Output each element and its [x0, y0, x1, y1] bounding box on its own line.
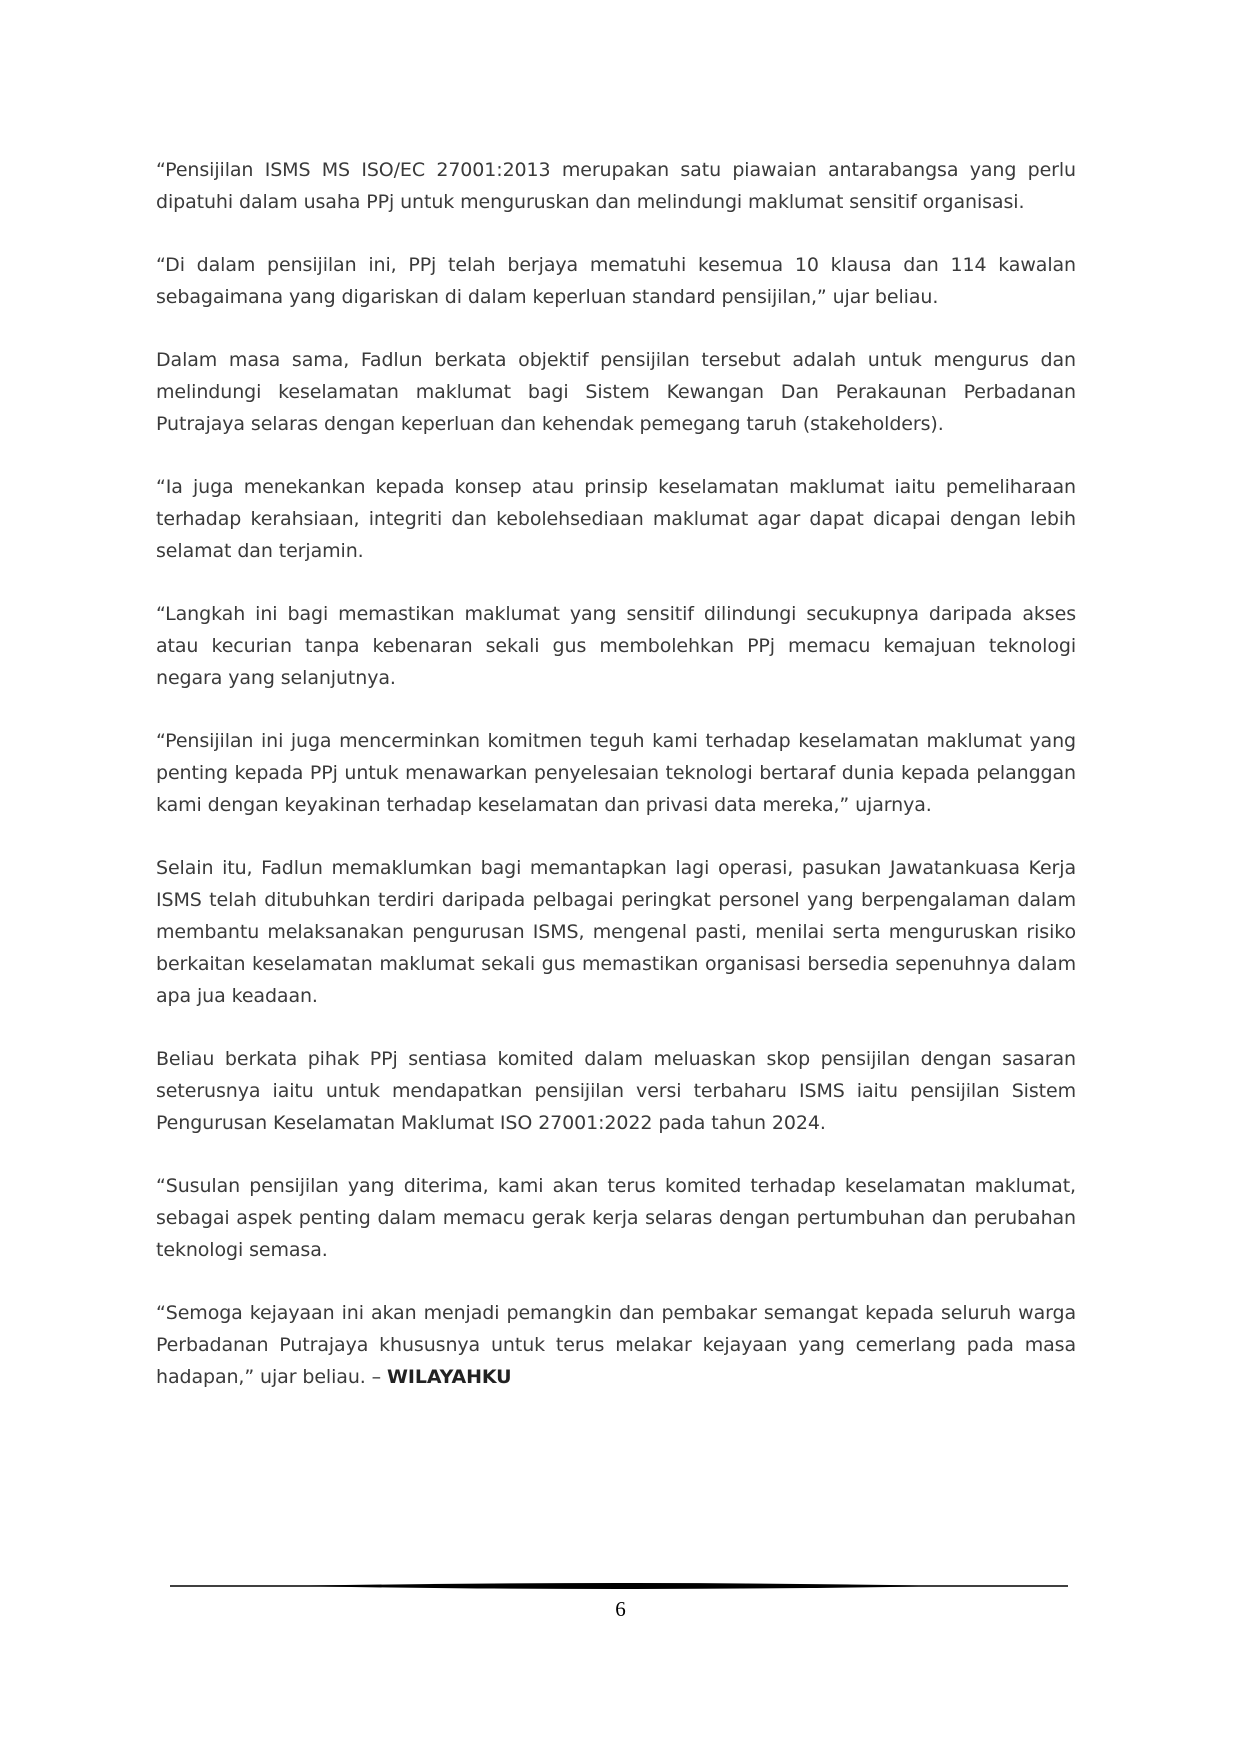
paragraph-10 — [156, 1297, 1076, 1393]
paragraph-3: Dalam masa sama, Fadlun berkata objektif pensijilan tersebut adalah untuk mengurus dan melindungi keselamatan maklumat bagi Sistem Kewangan Dan Perakaunan Perbadanan Putrajaya selaras dengan keperluan dan kehendak pemegang taruh (stakeholders). — [156, 349, 1076, 435]
paragraph-8: Beliau berkata pihak PPj sentiasa komited dalam meluaskan skop pensijilan dengan sasaran seterusnya iaitu untuk mendapatkan pensijilan versi terbaharu ISMS iaitu pensijilan Sistem Pengurusan Keselamatan Maklumat ISO 27001:2022 pada tahun 2024. — [156, 1048, 1076, 1134]
footer-divider — [170, 1579, 1068, 1593]
paragraph-9: “Susulan pensijilan yang diterima, kami akan terus komited terhadap keselamatan maklumat, sebagai aspek penting dalam memacu gerak kerja selaras dengan pertumbuhan dan perubahan teknologi semasa. — [156, 1175, 1076, 1261]
page-number: 6 — [615, 1597, 626, 1621]
paragraph-6: “Pensijilan ini juga mencerminkan komitmen teguh kami terhadap keselamatan maklumat yang penting kepada PPj untuk menawarkan penyelesaian teknologi bertaraf dunia kepada pelanggan kami dengan keyakinan terhadap keselamatan dan privasi data mereka,” ujarnya. — [156, 730, 1076, 816]
article-body — [156, 154, 1076, 1424]
paragraph-7: Selain itu, Fadlun memaklumkan bagi memantapkan lagi operasi, pasukan Jawatankuasa Kerja ISMS telah ditubuhkan terdiri daripada pelbagai peringkat personel yang berpengalaman dalam membantu melaksanakan pengurusan ISMS, mengenal pasti, menilai serta menguruskan risiko berkaitan keselamatan maklumat sekali gus memastikan organisasi bersedia sepenuhnya dalam apa jua keadaan. — [156, 857, 1076, 1007]
source-signoff: WILAYAHKU — [387, 1366, 512, 1388]
paragraph-2: “Di dalam pensijilan ini, PPj telah berjaya mematuhi kesemua 10 klausa dan 114 kawalan sebagaimana yang digariskan di dalam keperluan standard pensijilan,” ujar beliau. — [156, 254, 1076, 308]
paragraph-1: “Pensijilan ISMS MS ISO/EC 27001:2013 merupakan satu piawaian antarabangsa yang perlu dipatuhi dalam usaha PPj untuk menguruskan dan melindungi maklumat sensitif organisasi. — [156, 159, 1076, 213]
paragraph-5: “Langkah ini bagi memastikan maklumat yang sensitif dilindungi secukupnya daripada akses atau kecurian tanpa kebenaran sekali gus membolehkan PPj memacu kemajuan teknologi negara yang selanjutnya. — [156, 603, 1076, 689]
paragraph-10-text: “Semoga kejayaan ini akan menjadi pemangkin dan pembakar semangat kepada seluruh warga Perbadanan Putrajaya khususnya untuk terus melakar kejayaan yang cemerlang pada masa hadapan,” ujar beliau. – — [156, 1302, 1076, 1388]
paragraph-4: “Ia juga menekankan kepada konsep atau prinsip keselamatan maklumat iaitu pemeliharaan terhadap kerahsiaan, integriti dan kebolehsediaan maklumat agar dapat dicapai dengan lebih selamat dan terjamin. — [156, 476, 1076, 562]
